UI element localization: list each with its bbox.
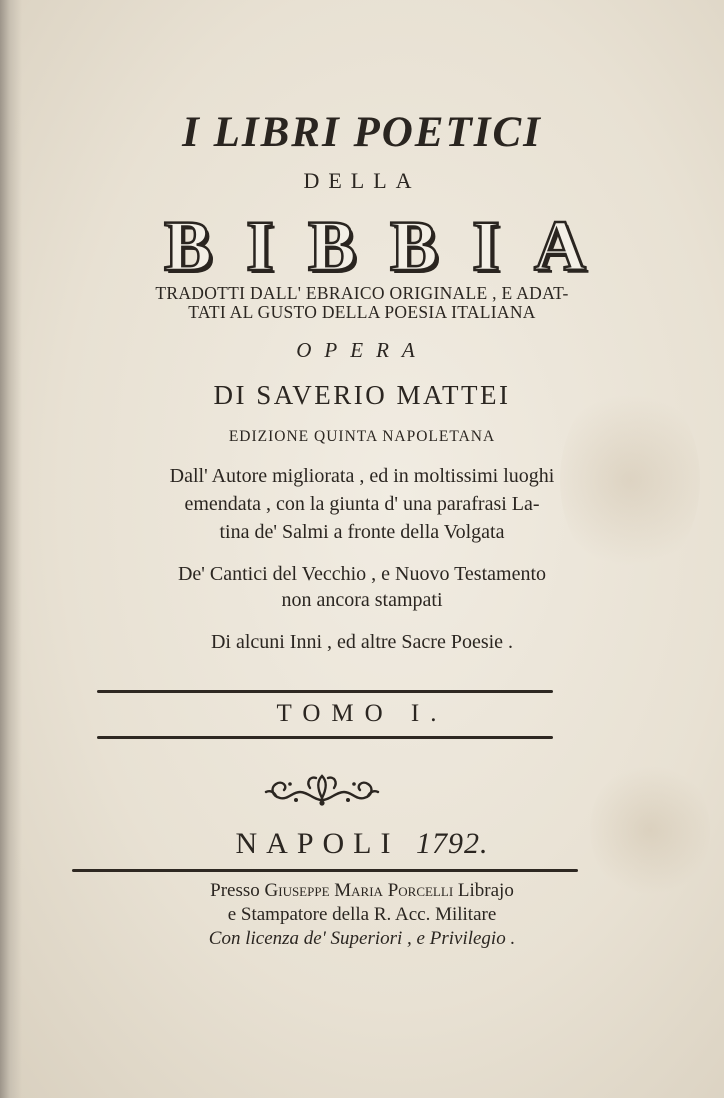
edition-line: EDIZIONE QUINTA NAPOLETANA xyxy=(228,428,496,445)
description-line-3: tina de' Salmi a fronte della Volgata xyxy=(219,521,505,543)
subtitle-line-2: TATI AL GUSTO DELLA POESIA ITALIANA xyxy=(188,302,536,322)
floral-scroll-ornament-icon xyxy=(260,770,384,810)
title-line-2: DELLA xyxy=(303,168,421,193)
printer-line xyxy=(0,880,724,902)
description-line-1: Dall' Autore migliorata , ed in moltissimi luoghi xyxy=(169,465,555,487)
title-line-3: BIBBIA xyxy=(163,206,621,286)
imprint-city: NAPOLI xyxy=(235,827,400,860)
printer-prefix: Presso xyxy=(210,880,260,901)
printer-name: Giuseppe Maria Porcelli xyxy=(264,880,454,901)
opera-label: OPERA xyxy=(296,338,428,362)
license-line: Con licenza de' Superiori , e Privilegio . xyxy=(208,928,516,949)
description-line-5: non ancora stampati xyxy=(281,589,443,611)
volume-label: TOMO I. xyxy=(276,700,448,727)
divider-top xyxy=(97,690,553,693)
divider-bottom xyxy=(97,736,553,739)
subtitle-line-1: TRADOTTI DALL' EBRAICO ORIGINALE , E ADAT- xyxy=(155,283,569,303)
imprint-year: 1792. xyxy=(416,827,489,860)
printer-line-2: e Stampatore della R. Acc. Militare xyxy=(227,904,497,925)
imprint-city-line xyxy=(0,827,724,861)
title-line-1: I LIBRI POETICI xyxy=(182,109,542,156)
printer-suffix: Librajo xyxy=(457,880,514,901)
description-line-2: emendata , con la giunta d' una parafrasi La- xyxy=(184,493,540,515)
author-line: DI SAVERIO MATTEI xyxy=(213,380,511,410)
divider-imprint xyxy=(72,869,578,872)
description-line-6: Di alcuni Inni , ed altre Sacre Poesie . xyxy=(210,631,514,653)
description-line-4: De' Cantici del Vecchio , e Nuovo Testamento xyxy=(177,563,547,585)
